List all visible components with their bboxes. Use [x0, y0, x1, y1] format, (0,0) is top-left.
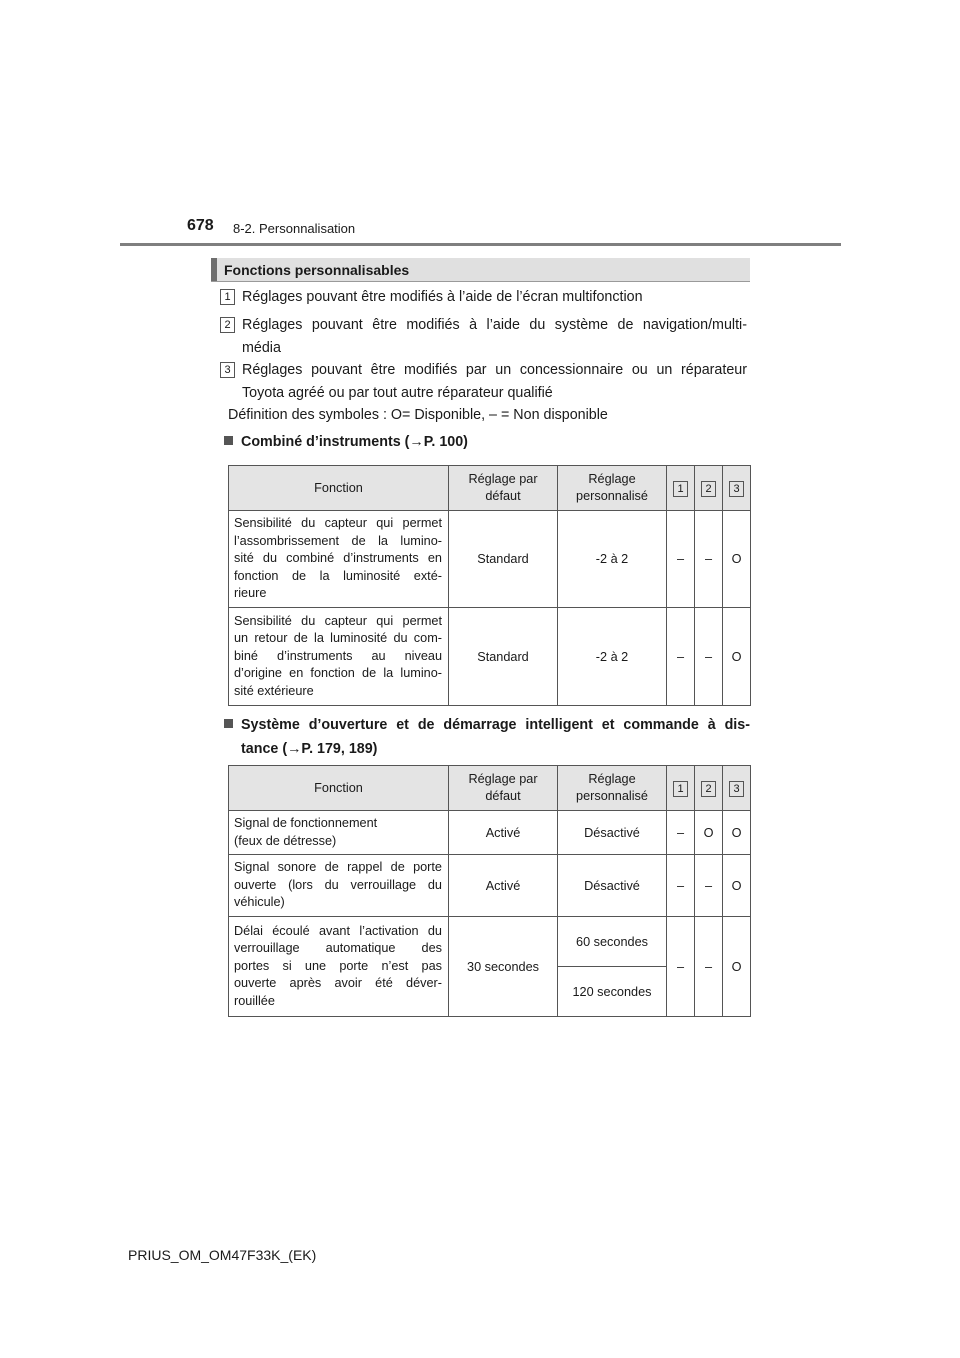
table-instrument-cluster — [228, 465, 751, 706]
row-avail-1: – — [667, 608, 695, 706]
header-default: Réglage par défaut — [449, 466, 558, 511]
section-title: Fonctions personnalisables — [224, 262, 410, 278]
bullet-square-icon — [224, 719, 233, 728]
table-row — [229, 608, 751, 706]
row-custom: -2 à 2 — [558, 608, 667, 706]
row-avail-3: O — [723, 511, 751, 608]
document-code: PRIUS_OM_OM47F33K_(EK) — [128, 1247, 317, 1263]
header-custom: Réglage personnalisé — [558, 766, 667, 811]
row-description: Signal sonore de rappel de porte ouverte (lors du verrouillage du véhicule) — [229, 855, 449, 917]
symbol-definition: Définition des symboles : O= Disponible, – = Non disponible — [228, 407, 608, 423]
row-default: Activé — [449, 811, 558, 855]
subsection-instrument-cluster — [224, 430, 750, 454]
row-avail-2: – — [695, 855, 723, 917]
row-description: Sensibilité du capteur qui permet l’assombrissement de la lumino- sité du combiné d’instruments en fonction de la luminosité exté- rieure — [229, 511, 449, 608]
legend-text-line: média — [242, 340, 281, 356]
header-fonction: Fonction — [229, 466, 449, 511]
row-custom: Désactivé — [558, 811, 667, 855]
chapter-title: 8-2. Personnalisation — [233, 221, 356, 236]
header-col-2: 2 — [695, 766, 723, 811]
row-custom-option-b: 120 secondes — [558, 967, 667, 1017]
row-description: Délai écoulé avant l’activation du verrouillage automatique des portes si une porte n’est pas ouverte après avoir été déver- rouillée — [229, 917, 449, 1017]
table-header-row — [229, 766, 751, 811]
row-avail-3: O — [723, 608, 751, 706]
row-avail-1: – — [667, 917, 695, 1017]
row-avail-3: O — [723, 855, 751, 917]
row-avail-2: O — [695, 811, 723, 855]
number-badge: 3 — [220, 362, 235, 378]
table-row — [229, 511, 751, 608]
header-col-3: 3 — [723, 466, 751, 511]
legend-text: Réglages pouvant être modifiés à l’aide de l’écran multifonction — [242, 289, 643, 305]
row-avail-1: – — [667, 855, 695, 917]
header-col-2: 2 — [695, 466, 723, 511]
bullet-square-icon — [224, 436, 233, 445]
row-custom: Désactivé — [558, 855, 667, 917]
header-fonction: Fonction — [229, 766, 449, 811]
row-default: Activé — [449, 855, 558, 917]
row-avail-2: – — [695, 511, 723, 608]
row-avail-2: – — [695, 608, 723, 706]
table-smart-entry — [228, 765, 751, 1017]
row-default: 30 secondes — [449, 917, 558, 1017]
subsection-title-line2: tance (→P. 179, 189) — [241, 741, 378, 757]
legend-text-line: Toyota agréé ou par tout autre réparateur qualifié — [242, 385, 553, 401]
row-avail-1: – — [667, 511, 695, 608]
row-custom: -2 à 2 — [558, 511, 667, 608]
header-custom: Réglage personnalisé — [558, 466, 667, 511]
legend-text-line: Réglages pouvant être modifiés à l’aide du système de navigation/multi- — [242, 317, 747, 333]
subsection-smart-entry — [224, 713, 750, 761]
row-description: Signal de fonctionnement (feux de détresse) — [229, 811, 449, 855]
table-row — [229, 811, 751, 855]
row-avail-3: O — [723, 811, 751, 855]
table-header-row — [229, 466, 751, 511]
header-col-1: 1 — [667, 466, 695, 511]
row-default: Standard — [449, 511, 558, 608]
subsection-title-line1: Système d’ouverture et de démarrage intelligent et commande à dis- — [241, 717, 750, 733]
row-custom-option-a: 60 secondes — [558, 917, 667, 967]
row-default: Standard — [449, 608, 558, 706]
section-header — [211, 258, 750, 282]
section-accent — [211, 258, 217, 281]
header-col-1: 1 — [667, 766, 695, 811]
table-row — [229, 917, 751, 967]
legend-item-2 — [220, 314, 750, 362]
table-row — [229, 855, 751, 917]
header-default: Réglage par défaut — [449, 766, 558, 811]
number-badge: 1 — [220, 289, 235, 305]
legend-text-line: Réglages pouvant être modifiés par un concessionnaire ou un réparateur — [242, 362, 747, 378]
row-avail-1: – — [667, 811, 695, 855]
row-description: Sensibilité du capteur qui permet un retour de la luminosité du com- biné d’instruments au niveau d’origine en fonction de la lumino- sité extérieure — [229, 608, 449, 706]
page-number: 678 — [187, 217, 214, 234]
subsection-title: Combiné d’instruments (→P. 100) — [241, 434, 468, 450]
number-badge: 2 — [220, 317, 235, 333]
row-avail-2: – — [695, 917, 723, 1017]
row-avail-3: O — [723, 917, 751, 1017]
header-col-3: 3 — [723, 766, 751, 811]
header-rule — [120, 243, 841, 246]
legend-item-3 — [220, 359, 750, 407]
